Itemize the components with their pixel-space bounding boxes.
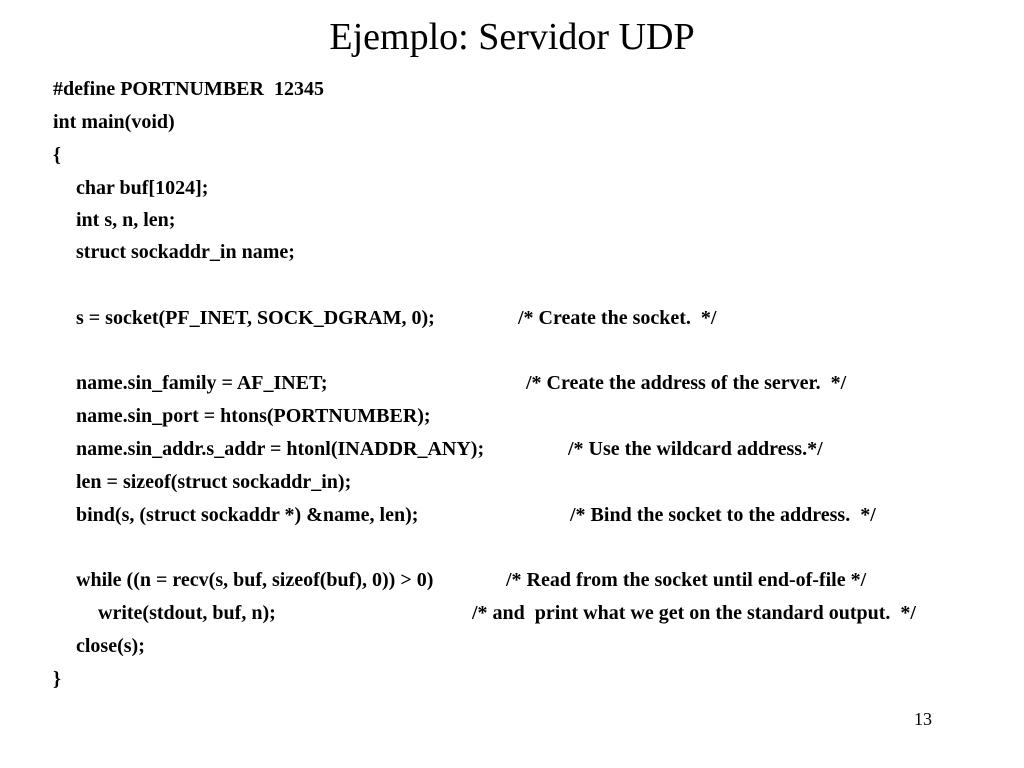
- code-decl-name: struct sockaddr_in name;: [76, 241, 295, 263]
- code-define: #define PORTNUMBER 12345: [53, 78, 324, 100]
- code-write-comment: /* and print what we get on the standard output. */: [472, 602, 916, 624]
- code-bind-call: bind(s, (struct sockaddr *) &name, len);: [76, 504, 419, 526]
- code-while-comment: /* Read from the socket until end-of-file */: [506, 569, 867, 591]
- code-sin-family-comment: /* Create the address of the server. */: [526, 372, 847, 394]
- code-len-assign: len = sizeof(struct sockaddr_in);: [76, 471, 352, 493]
- code-sin-port: name.sin_port = htons(PORTNUMBER);: [76, 405, 431, 427]
- code-decl-buf: char buf[1024];: [76, 177, 209, 199]
- code-sin-addr: name.sin_addr.s_addr = htonl(INADDR_ANY);: [76, 438, 485, 460]
- code-decl-ints: int s, n, len;: [76, 209, 176, 231]
- code-sin-addr-comment: /* Use the wildcard address.*/: [568, 438, 823, 460]
- code-close-call: close(s);: [76, 635, 145, 657]
- code-while-loop: while ((n = recv(s, buf, sizeof(buf), 0)) > 0): [76, 569, 434, 591]
- code-open-brace: {: [53, 144, 61, 166]
- code-socket-comment: /* Create the socket. */: [518, 307, 717, 329]
- code-bind-comment: /* Bind the socket to the address. */: [570, 504, 876, 526]
- code-sin-family: name.sin_family = AF_INET;: [76, 372, 328, 394]
- page-number: 13: [914, 709, 932, 729]
- slide-title: Ejemplo: Servidor UDP: [329, 16, 695, 58]
- code-main-signature: int main(void): [53, 111, 175, 133]
- code-write-call: write(stdout, buf, n);: [98, 602, 276, 624]
- code-close-brace: }: [53, 668, 61, 690]
- code-socket-call: s = socket(PF_INET, SOCK_DGRAM, 0);: [76, 307, 435, 329]
